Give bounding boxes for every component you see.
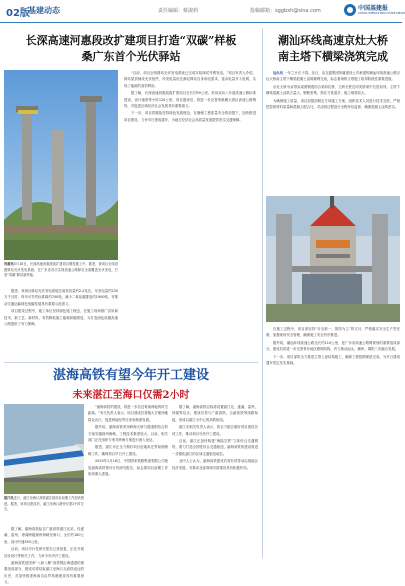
article2-photo [266,196,400,322]
article1-title-line2: 桑广东首个光伏驿站 [81,50,181,63]
article2-title-line1: 潮汕环线高速京灶大桥 [278,34,388,47]
editor-line: 责任编辑：蔡淑莉 [158,8,199,14]
article1-title-line1: 长深高速河惠段改扩建项目打造“双碳”样板 [25,34,237,47]
email-line: 投稿邮箱：sggbxh@sina.com [250,8,321,14]
article3-photo [4,404,84,494]
paragraph: 据介绍，湛海高铁采用跨海大桥与隧道相结合的方案穿越琼州海峡，工程技术难度较大。目前，相关部门正在组织专家对跨海方案进行深入论证。 [88,425,168,443]
article3-caption [4,496,84,513]
article3-body-right [172,404,258,558]
article1-caption [4,262,118,279]
article2-body-continued [266,326,400,558]
logo-subtitle: CHINA INFRASTRUCTURE NEWS [358,11,405,15]
article2-title-line2: 南主塔下横梁浇筑完成 [278,50,388,63]
paragraph: 业内人士认为，湛海高铁建成后将有效带动沿线地区经济发展，对推动北部湾城市群建设具有积极作用。 [172,459,258,470]
paragraph: 在施工过程中，项目部坚持“安全第一、预防为主”的方针，严格落实安全生产责任制，加强现场安全管理，确保施工安全有序推进。 [266,327,400,338]
article3-body-left [4,526,84,585]
section-title: 基建动态 [28,6,60,15]
paragraph: 据悉，湛江市正全力做好项目征地拆迁等前期保障工作，确保项目早日开工建设。 [88,445,168,456]
article1-caption-lead: 河源讯 [4,262,14,266]
paragraph: 据介绍，潮汕环线高速公路全长约110公里，是广东省高速公路网规划的重要组成部分，建成后将进一步完善粤东地区路网结构，有力推动汕头、潮州、揭阳三市融合发展。 [266,340,400,352]
paragraph [266,70,400,83]
article3-title-line1: 湛海高铁有望今年开工建设 [52,368,209,383]
paragraph: 下一步，项目将继续坚持绿色发展理念，在确保工程质量安全的前提下，加快推进项目建设，力争早日建成通车，为地方经济社会高质量发展提供坚实交通保障。 [124,111,256,122]
paragraph: 据了解，湛海高铁沿线将设置湛江北、遂溪、雷州、徐闻等站点，建成后将与广湛高铁、合湛高铁等线路衔接，形成以湛江为中心的高铁枢纽。 [172,405,258,422]
paragraph: 据了解，长深高速河惠段改扩建项目全长约59公里，采用双向八车道高速公路标准建设，设计速度每小时120公里。项目建成后，将进一步完善粤港澳大湾区高速公路网络，对促进区域经济社会发展具有重要意义。 [124,91,256,109]
paragraph-text: 一年之计在于春。近日，由交通集团所属建设公司承建的潮汕环线高速公路京灶大桥南主塔下横梁混凝土浇筑顺利完成，标志着该桥主塔施工取得阶段性重要进展。 [266,71,401,82]
paragraph: “湛海高铁的建设，将进一步拉近粤琼两地的时空距离。”有关负责人表示，项目建成后将极大方便两地群众出行，促进两地经贸往来和旅游发展。 [88,405,168,422]
paragraph: “目前，项目全线驿站光伏发电系统已完成安装调试并网发电。”项目负责人介绍，驿站屋顶铺设光伏组件，所发电量优先满足驿站自身用电需求，富余电量并入电网，实现了能源的高效利用。 [124,71,256,88]
paragraph: 湛江市相关负责人表示，将全力配合做好项目建设各项工作，推动项目尽快开工建设。 [172,425,258,436]
paragraph: 为确保施工质量，项目部提前制定专项施工方案，组织技术人员进行技术交底，严格把控原材料质量和混凝土配合比，对浇筑过程进行全程旁站监督，确保混凝土浇筑密实。 [266,98,400,110]
horizontal-divider [4,362,258,363]
paragraph: 下一步，项目部将全力推进主塔上部结构施工，确保工程按期保质完成，为早日建成通车奠定坚实基础。 [266,354,400,366]
paragraph: 目前，湛江正加快构建“海陆空铁”立体综合交通网络，着力打造全国性综合交通枢纽，湛海高铁的建设将进一步强化湛江的区域交通枢纽地位。 [172,439,258,456]
article2-body [266,70,400,192]
paragraph: 据悉，该项目驿站光伏发电系统总装机容量约2.2兆瓦，年发电量约230万千瓦时，每年可节约标准煤约700吨，减少二氧化碳排放约1900吨，对推动交通运输绿色低碳发展具有重要示范意义。 [4,289,118,306]
paragraph: 据了解，湛海高铁起自广湛高铁湛江北站，经遂溪、雷州、徐闻跨越琼州海峡至海口，全长约180公里，设计时速350公里。 [4,527,84,544]
paragraph: 京灶大桥为双塔双索面钢混结合梁斜拉桥，主跨长度在同类桥梁中位居前列。主塔下横梁混凝土浇筑方量大、钢筋密集、预应力管道多，施工难度较大。 [266,84,400,96]
article3-body-mid [88,404,168,558]
paragraph: 湛海高铁是国家“八纵八横”高铁网沿海通道的重要组成部分，建成后将结束湛江至海口无高铁直达的历史，对加快推进海南自由贸易港建设具有重要意义。 [4,561,84,585]
article1-body-right [124,70,256,260]
page-header [0,0,405,23]
article1-caption-text: 5月18日，长深高速河惠段改扩建项目墩柱施工中。据悉，该项目全线设置驿站光伏发电系统，在广东省首次实现高速公路驿站全面覆盖光伏发电，打造“零碳”驿站新样板。 [4,262,118,278]
paragraph: 2023年1月18日，中国国家铁路集团有限公司批复湛海高铁预可行性研究报告，标志着项目前期工作取得重大进展。 [88,459,168,477]
logo-text: 中国基建报 [358,5,389,12]
column-divider [262,28,263,558]
newspaper-logo [344,3,405,19]
page-number: 02版 [6,8,30,19]
article3-caption-lead: 湛江讯 [4,496,14,500]
article3-title-line2: 未来湛江至海口仅需2小时 [72,390,190,401]
logo-icon [344,4,356,16]
article1-body-left [4,288,118,358]
article1-photo [4,70,118,260]
article3-caption-text: 近日，湛江至海口高铁湛江段项目前期工作加快推进。据悉，该项目建成后，湛江至海口最快仅需2小时左右。 [4,496,85,512]
paragraph: 目前，项目可行性研究报告已获批复，正在开展初步设计等相关工作，力争今年内开工建设。 [4,547,84,558]
paragraph: 项目建设过程中，施工单位坚持绿色施工理念，在施工现场推广应用新技术、新工艺、新材料，有效降低施工能耗和碳排放，为打造绿色低碳高速公路提供了有力保障。 [4,309,118,327]
article2-lead: 汕头讯 [273,71,284,75]
